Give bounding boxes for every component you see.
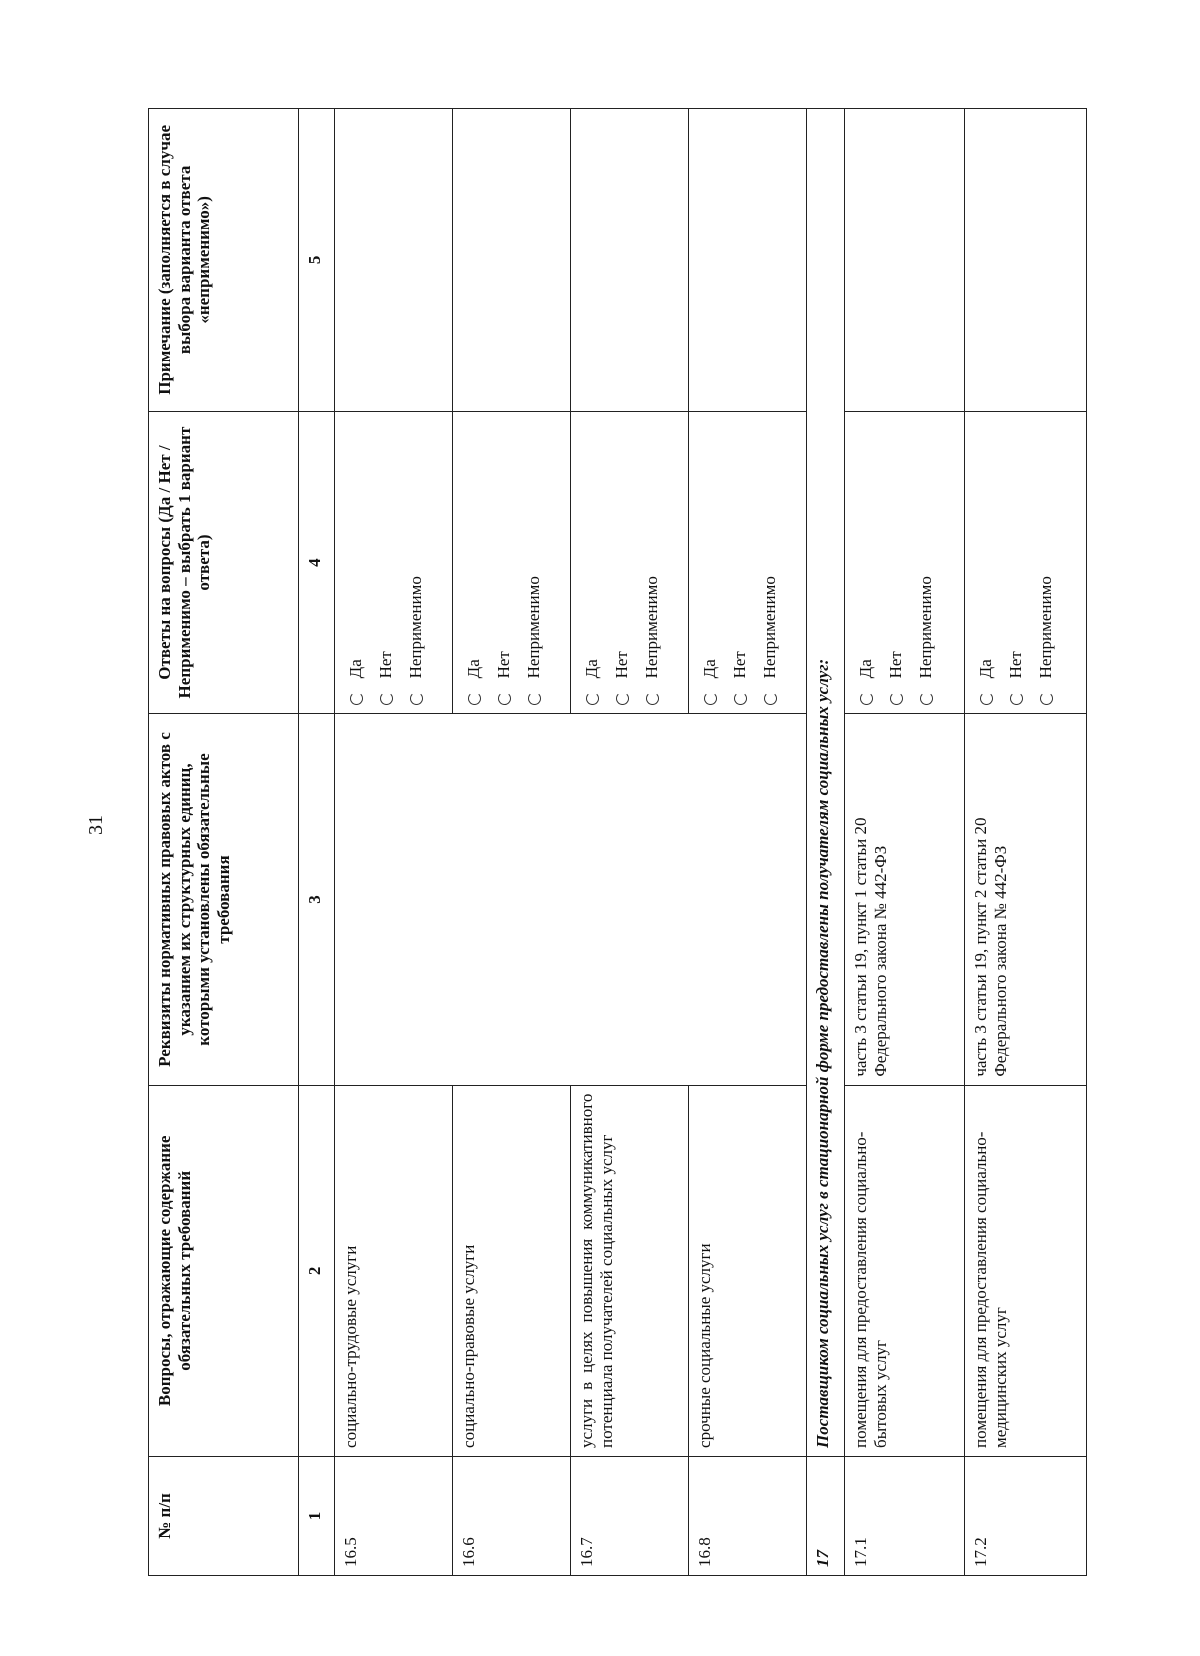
table-row	[845, 109, 965, 1576]
col-number: 3	[299, 714, 335, 1085]
question-text: помещения для предоставления социально-бытовых услуг	[845, 1085, 965, 1456]
note-cell[interactable]	[965, 109, 1087, 412]
radio-icon[interactable]	[380, 692, 393, 705]
radio-icon[interactable]	[1040, 692, 1053, 705]
answer-option[interactable]	[1001, 420, 1031, 706]
answer-option[interactable]	[695, 420, 725, 706]
table-row	[965, 109, 1087, 1576]
note-cell[interactable]	[453, 109, 571, 412]
answer-label: Неприменимо	[760, 576, 780, 679]
question-text: услуги в целях повышения коммуникативного потенциала получателей социальных услуг	[571, 1085, 689, 1456]
answer-label: Да	[346, 659, 366, 679]
header-col2: Вопросы, отражающие содержание обязательных требований	[149, 1085, 299, 1456]
section-row	[807, 109, 845, 1576]
answer-label: Нет	[730, 651, 750, 679]
row-number: 16.7	[571, 1456, 689, 1575]
reference-text	[571, 714, 689, 1085]
header-col3: Реквизиты нормативных правовых актов с указанием их структурных единиц, которыми установлены обязательные требования	[149, 714, 299, 1085]
note-cell[interactable]	[335, 109, 453, 412]
answer-option[interactable]	[519, 420, 549, 706]
col-number: 2	[299, 1085, 335, 1456]
radio-icon[interactable]	[1010, 692, 1023, 705]
radio-icon[interactable]	[468, 692, 481, 705]
table-row	[571, 109, 689, 1576]
answer-option[interactable]	[401, 420, 431, 706]
reference-text	[689, 714, 807, 1085]
answer-option[interactable]	[911, 420, 941, 706]
answer-label: Нет	[376, 651, 396, 679]
answer-option[interactable]	[489, 420, 519, 706]
answer-cell	[453, 411, 571, 714]
radio-icon[interactable]	[498, 692, 511, 705]
answer-option[interactable]	[851, 420, 881, 706]
row-number: 16.8	[689, 1456, 807, 1575]
answer-label: Неприменимо	[406, 576, 426, 679]
table-row	[689, 109, 807, 1576]
col-number: 4	[299, 411, 335, 714]
answer-option[interactable]	[755, 420, 785, 706]
radio-icon[interactable]	[980, 692, 993, 705]
answer-label: Неприменимо	[524, 576, 544, 679]
col-number: 5	[299, 109, 335, 412]
answer-option[interactable]	[637, 420, 667, 706]
radio-icon[interactable]	[890, 692, 903, 705]
answer-label: Да	[700, 659, 720, 679]
radio-icon[interactable]	[586, 692, 599, 705]
answer-label: Нет	[886, 651, 906, 679]
question-text: срочные социальные услуги	[689, 1085, 807, 1456]
page-number: 31	[85, 815, 107, 835]
answer-label: Неприменимо	[642, 576, 662, 679]
answer-cell	[965, 411, 1087, 714]
reference-text	[335, 714, 453, 1085]
question-text: помещения для предоставления социально-медицинских услуг	[965, 1085, 1087, 1456]
answer-label: Нет	[494, 651, 514, 679]
radio-icon[interactable]	[528, 692, 541, 705]
row-number: 17.2	[965, 1456, 1087, 1575]
radio-icon[interactable]	[704, 692, 717, 705]
answer-label: Да	[582, 659, 602, 679]
reference-text: часть 3 статьи 19, пункт 1 статьи 20 Федерального закона № 442-ФЗ	[845, 714, 965, 1085]
question-text: социально-правовые услуги	[453, 1085, 571, 1456]
answer-option[interactable]	[459, 420, 489, 706]
radio-icon[interactable]	[734, 692, 747, 705]
requirements-table	[148, 108, 1087, 1576]
reference-text	[453, 714, 571, 1085]
header-col1: № п/п	[149, 1456, 299, 1575]
answer-cell	[571, 411, 689, 714]
note-cell[interactable]	[571, 109, 689, 412]
section-number: 17	[807, 1456, 845, 1575]
radio-icon[interactable]	[920, 692, 933, 705]
answer-label: Да	[464, 659, 484, 679]
answer-label: Неприменимо	[916, 576, 936, 679]
radio-icon[interactable]	[410, 692, 423, 705]
answer-cell	[689, 411, 807, 714]
header-col5: Примечание (заполняется в случае выбора варианта ответа «неприменимо»)	[149, 109, 299, 412]
rotated-table-container	[148, 108, 1068, 1576]
header-col4: Ответы на вопросы (Да / Нет / Неприменимо – выбрать 1 вариант ответа)	[149, 411, 299, 714]
radio-icon[interactable]	[616, 692, 629, 705]
table-row	[335, 109, 453, 1576]
radio-icon[interactable]	[764, 692, 777, 705]
answer-option[interactable]	[607, 420, 637, 706]
row-number: 16.6	[453, 1456, 571, 1575]
radio-icon[interactable]	[350, 692, 363, 705]
answer-option[interactable]	[881, 420, 911, 706]
row-number: 16.5	[335, 1456, 453, 1575]
answer-label: Нет	[1006, 651, 1026, 679]
answer-label: Неприменимо	[1036, 576, 1056, 679]
answer-option[interactable]	[725, 420, 755, 706]
answer-label: Да	[856, 659, 876, 679]
question-text: социально-трудовые услуги	[335, 1085, 453, 1456]
section-title: Поставщиком социальных услуг в стационарной форме предоставлены получателям социальных услуг:	[807, 109, 845, 1457]
note-cell[interactable]	[689, 109, 807, 412]
row-number: 17.1	[845, 1456, 965, 1575]
answer-label: Да	[976, 659, 996, 679]
answer-cell	[845, 411, 965, 714]
table-row	[453, 109, 571, 1576]
answer-cell	[335, 411, 453, 714]
header-row	[149, 109, 299, 1576]
radio-icon[interactable]	[646, 692, 659, 705]
answer-option[interactable]	[371, 420, 401, 706]
column-number-row	[299, 109, 335, 1576]
answer-option[interactable]	[971, 420, 1001, 706]
note-cell[interactable]	[845, 109, 965, 412]
answer-option[interactable]	[577, 420, 607, 706]
radio-icon[interactable]	[860, 692, 873, 705]
answer-option[interactable]	[1031, 420, 1061, 706]
answer-option[interactable]	[341, 420, 371, 706]
reference-text: часть 3 статьи 19, пункт 2 статьи 20 Федерального закона № 442-ФЗ	[965, 714, 1087, 1085]
answer-label: Нет	[612, 651, 632, 679]
col-number: 1	[299, 1456, 335, 1575]
